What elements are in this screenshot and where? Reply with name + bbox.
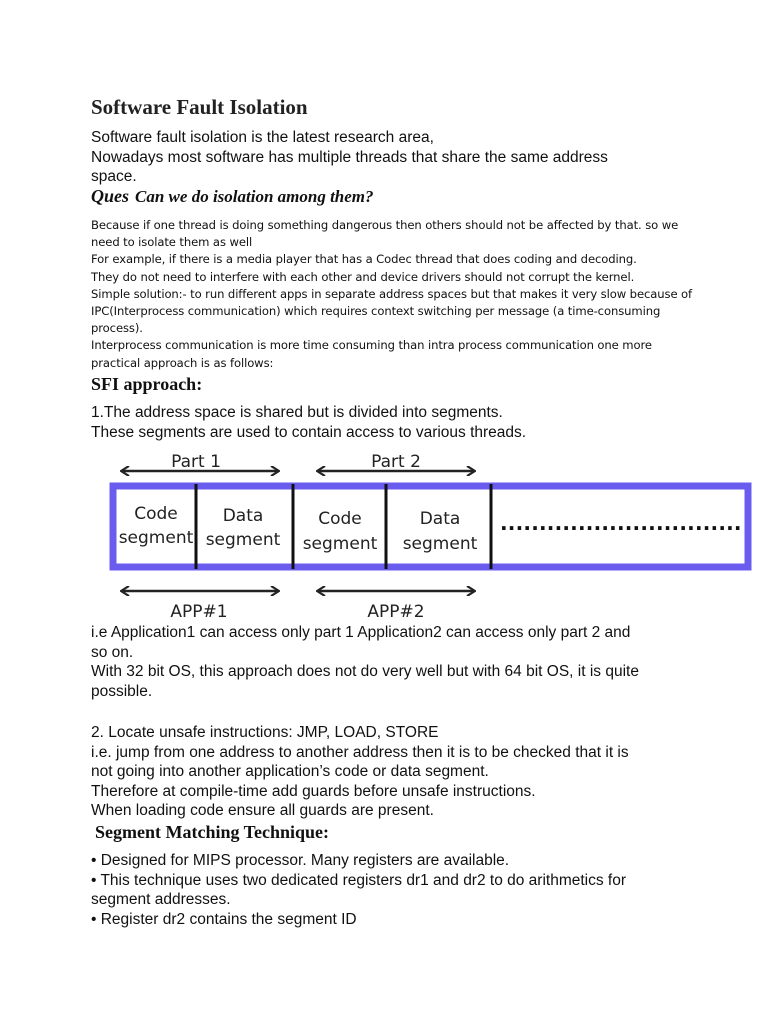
- app1-code-label-line1: Code: [134, 504, 178, 524]
- segment-diagram: [0, 448, 768, 624]
- app2-data-label-line2: segment: [402, 534, 478, 554]
- more-segments-ellipsis: ...............................: [500, 511, 742, 535]
- point-two-paragraph: 2. Locate unsafe instructions: JMP, LOAD, STORE i.e. jump from one address to another address then it is to be checked that it is not going into another application’s code or data segment. Therefore at compile-time add guards before unsafe instructions. When loading code ensure all guards are present.: [91, 724, 629, 819]
- question-line: [91, 186, 374, 207]
- question-prefix: Ques: [91, 186, 130, 206]
- app2-data-label-line1: Data: [419, 509, 461, 529]
- after-diagram-paragraph: i.e Application1 can access only part 1 Application2 can access only part 2 and so on. With 32 bit OS, this approach does not do very well but with 64 bit OS, it is quite possible.: [91, 624, 639, 700]
- app1-label: APP#1: [170, 602, 228, 622]
- app2-code-label-line2: segment: [302, 534, 378, 554]
- part2-label: Part 2: [371, 452, 421, 472]
- question-text: Can we do isolation among them?: [135, 187, 374, 206]
- page-title: Software Fault Isolation: [91, 95, 308, 119]
- point-one-paragraph: 1.The address space is shared but is divided into segments. These segments are used to contain access to various threads.: [91, 404, 527, 441]
- intro-paragraph: Software fault isolation is the latest research area, Nowadays most software has multiple threads that share the same address space.: [91, 129, 608, 185]
- explanation-paragraph: Because if one thread is doing something dangerous then others should not be affected by that. so we need to isolate them as well For example, if there is a media player that has a Codec thread that does coding and decoding. They do not need to interfere with each other and device drivers should not corrupt the kernel. Simple solution:- to run different apps in separate address spaces but that makes it very slow because of IPC(Interprocess communication) which requires context switching per message (a time-consuming process). Interprocess communication is more time consuming than intra process communication one more practical approach is as follows:: [91, 218, 693, 370]
- segment-matching-heading: Segment Matching Technique:: [95, 822, 330, 842]
- app1-code-label-line2: segment: [118, 528, 194, 548]
- part1-label: Part 1: [171, 452, 221, 472]
- app1-data-label-line1: Data: [222, 506, 264, 526]
- app2-code-label-line1: Code: [318, 509, 362, 529]
- sfi-heading: SFI approach:: [91, 374, 203, 394]
- app1-data-label-line2: segment: [205, 530, 281, 550]
- technique-bullets: • Designed for MIPS processor. Many registers are available. • This technique uses two dedicated registers dr1 and dr2 to do arithmetics for segment addresses. • Register dr2 contains the segment ID: [91, 852, 627, 928]
- app2-label: APP#2: [367, 602, 425, 622]
